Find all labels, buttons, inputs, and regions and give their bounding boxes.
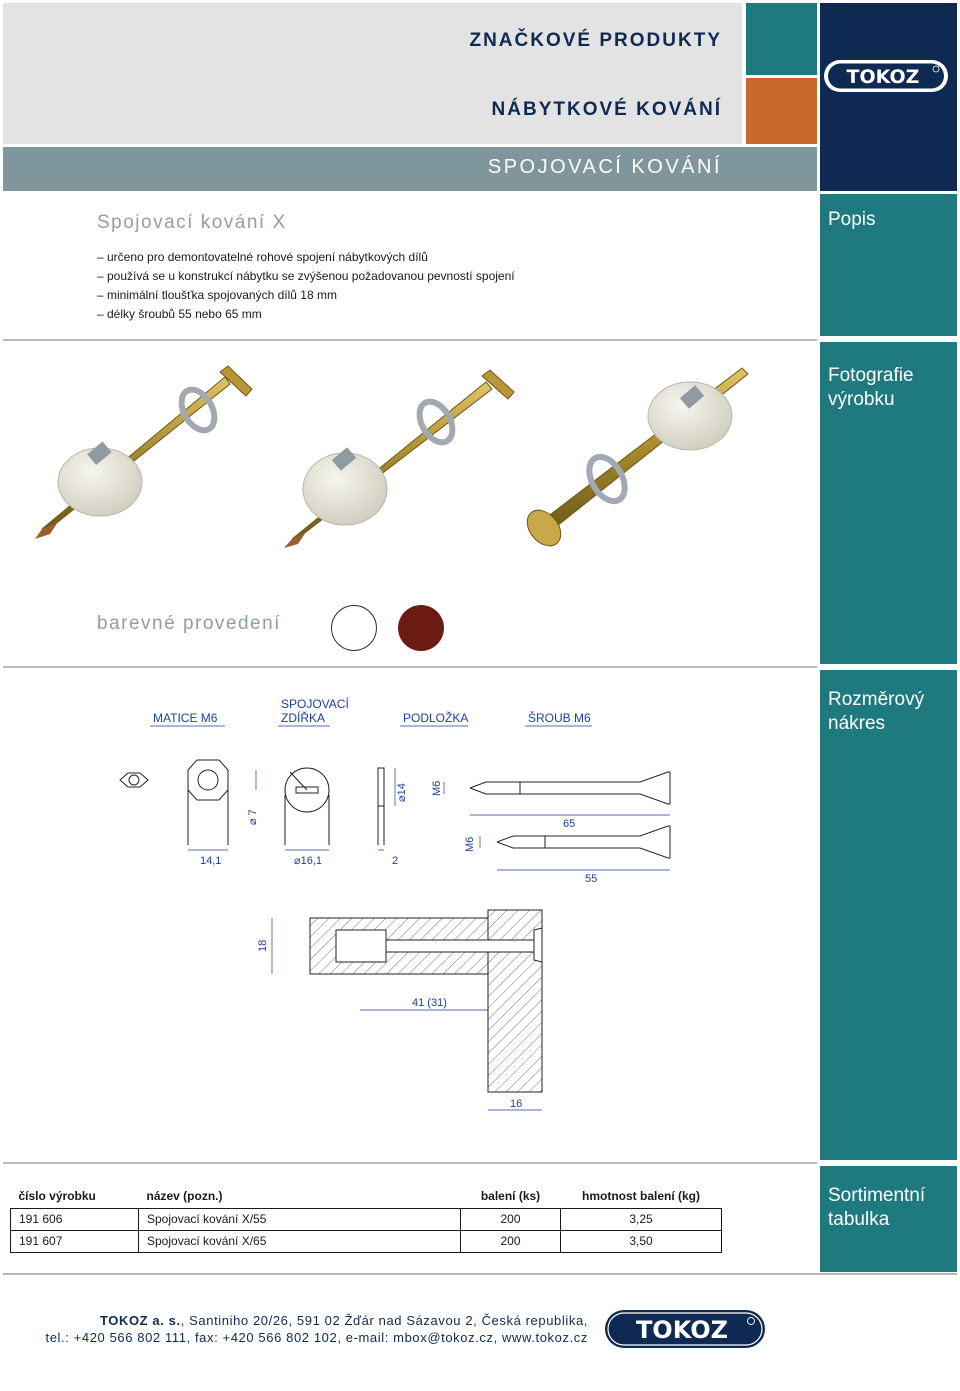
footer-company: TOKOZ a. s. bbox=[99, 1313, 181, 1328]
section-label-text: tabulka bbox=[828, 1209, 890, 1230]
table-cell: Spojovací kování X/55 bbox=[139, 1208, 461, 1230]
section-label-text: nákres bbox=[828, 713, 886, 734]
section-label-text: Fotografie bbox=[828, 365, 914, 386]
table-header bbox=[11, 1184, 722, 1208]
dim-55: 55 bbox=[585, 873, 598, 885]
label-washer: PODLOŽKA bbox=[403, 711, 469, 725]
product-title: Spojovací kování X bbox=[97, 212, 287, 233]
tokoz-logo-footer-icon bbox=[604, 1309, 766, 1349]
header-background bbox=[3, 3, 742, 144]
dim-65: 65 bbox=[563, 818, 576, 830]
category-title: SPOJOVACÍ KOVÁNÍ bbox=[487, 156, 722, 178]
divider bbox=[3, 1273, 957, 1275]
section-label-text: Sortimentní bbox=[828, 1185, 926, 1206]
table-cell: 191 607 bbox=[11, 1230, 139, 1252]
product-table bbox=[10, 1184, 722, 1253]
divider bbox=[3, 339, 817, 341]
dim-18: 18 bbox=[257, 939, 269, 952]
label-socket-2: ZDÍŘKA bbox=[281, 711, 326, 725]
header-accent-teal bbox=[746, 3, 817, 75]
table-cell: 200 bbox=[461, 1230, 561, 1252]
fastener-3 bbox=[520, 368, 748, 552]
column-header: číslo výrobku bbox=[18, 1188, 96, 1203]
label-screw: ŠROUB M6 bbox=[528, 711, 591, 725]
section-label-text: výrobku bbox=[828, 389, 895, 410]
table-cell: 3,50 bbox=[561, 1230, 722, 1252]
table-row bbox=[11, 1208, 722, 1230]
footer-contact: tel.: +420 566 802 111, fax: +420 566 802 102, e-mail: mbox@tokoz.cz, www.tokoz.cz bbox=[45, 1330, 588, 1345]
table-cell: 200 bbox=[461, 1208, 561, 1230]
footer-address-text: , Santiniho 20/26, 591 02 Žďár nad Sázavou 2, Česká republika, bbox=[180, 1313, 588, 1328]
column-header: hmotnost balení (kg) bbox=[582, 1188, 700, 1203]
product-photo bbox=[0, 344, 818, 586]
header-logo-panel bbox=[820, 3, 957, 191]
part-socket bbox=[285, 768, 329, 845]
subtitle: NÁBYTKOVÉ KOVÁNÍ bbox=[491, 99, 722, 120]
logo-text: TOKOZ bbox=[846, 66, 920, 88]
footer-address bbox=[100, 1313, 588, 1328]
table-row bbox=[11, 1230, 722, 1252]
section-label-description bbox=[820, 194, 957, 336]
fastener-1 bbox=[35, 366, 252, 539]
color-swatch-white bbox=[331, 605, 377, 651]
table-cell: 3,25 bbox=[561, 1208, 722, 1230]
list-item: – určeno pro demontovatelné rohové spojení nábytkových dílů bbox=[97, 250, 428, 264]
list-item: – minimální tloušťka spojovaných dílů 18 mm bbox=[97, 288, 337, 302]
dim-16-1: ⌀16,1 bbox=[294, 855, 323, 867]
column-header: balení (ks) bbox=[480, 1188, 541, 1203]
color-swatch-brown bbox=[398, 605, 444, 651]
part-screw-55 bbox=[497, 826, 670, 858]
list-item: – používá se u konstrukcí nábytku se zvýšenou požadovanou pevností spojení bbox=[97, 269, 515, 283]
dimension-drawing bbox=[0, 670, 818, 1160]
dim-m6-a: M6 bbox=[431, 780, 443, 796]
table-cell: Spojovací kování X/65 bbox=[139, 1230, 461, 1252]
dim-41: 41 (31) bbox=[412, 997, 447, 1009]
dim-7: ⌀ 7 bbox=[247, 809, 259, 825]
section-label-table bbox=[820, 1166, 957, 1272]
column-header: název (pozn.) bbox=[146, 1188, 223, 1203]
section-label-photo bbox=[820, 342, 957, 664]
tokoz-logo-icon bbox=[823, 59, 949, 93]
fastener-2 bbox=[284, 370, 514, 548]
part-washer bbox=[378, 768, 384, 845]
description-list bbox=[97, 248, 515, 324]
dim-14-1: 14,1 bbox=[200, 855, 222, 867]
label-nut: MATICE M6 bbox=[153, 711, 218, 725]
divider bbox=[3, 1162, 817, 1164]
part-nut bbox=[120, 760, 228, 845]
header-accent-orange bbox=[746, 78, 817, 144]
list-item: – délky šroubů 55 nebo 65 mm bbox=[97, 307, 262, 321]
table-cell: 191 606 bbox=[11, 1208, 139, 1230]
section-label-drawing bbox=[820, 670, 957, 1160]
logo-text: TOKOZ bbox=[635, 1316, 729, 1344]
dim-14: ⌀14 bbox=[396, 783, 408, 802]
divider bbox=[3, 666, 817, 668]
color-variants-label: barevné provedení bbox=[97, 613, 281, 634]
dim-16: 16 bbox=[510, 1098, 523, 1110]
section-label-text: Popis bbox=[828, 209, 876, 230]
section-label-text: Rozměrový bbox=[828, 689, 925, 710]
dim-m6-b: M6 bbox=[464, 836, 476, 852]
dim-2: 2 bbox=[392, 855, 399, 867]
part-screw-65 bbox=[470, 772, 670, 804]
label-socket: SPOJOVACÍ bbox=[281, 697, 349, 711]
brand-title: ZNAČKOVÉ PRODUKTY bbox=[469, 30, 722, 51]
